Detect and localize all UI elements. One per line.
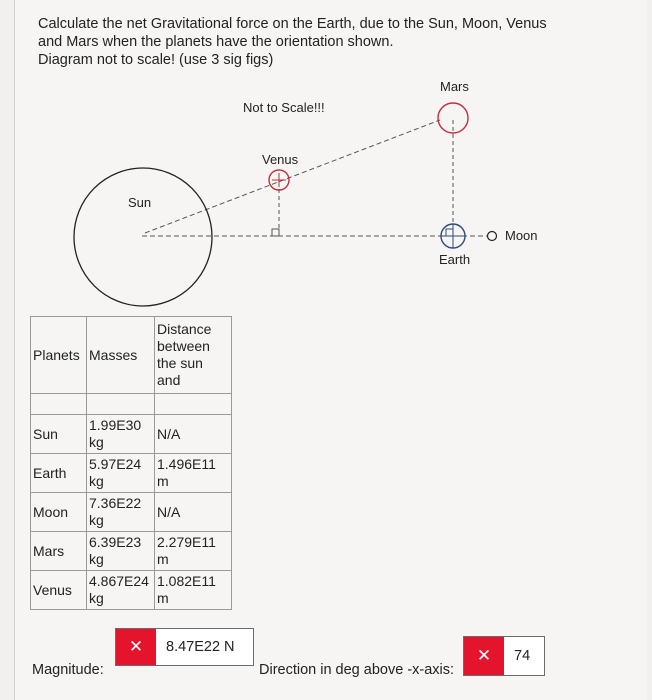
moon-label: Moon — [505, 228, 538, 243]
cell-mass: 5.97E24 kg — [87, 454, 155, 493]
question-line-3: Diagram not to scale! (use 3 sig figs) — [38, 52, 274, 68]
cell-mass: 1.99E30 kg — [87, 415, 155, 454]
cell-distance: N/A — [155, 415, 232, 454]
cell-planet: Moon — [31, 493, 87, 532]
cell-mass: 6.39E23 kg — [87, 532, 155, 571]
header-planets: Planets — [31, 317, 87, 394]
sun-circle — [74, 168, 212, 306]
table-row — [31, 454, 232, 493]
cell-distance: 1.082E11 m — [155, 571, 232, 610]
cell-mass: 7.36E22 kg — [87, 493, 155, 532]
incorrect-x-icon: ✕ — [116, 629, 156, 665]
sun-label: Sun — [128, 195, 152, 210]
table-row — [31, 415, 232, 454]
cell-distance: 1.496E11 m — [155, 454, 232, 493]
direction-answer-box[interactable] — [463, 636, 545, 676]
moon-circle — [488, 232, 497, 241]
cell-distance: N/A — [155, 493, 232, 532]
table-row — [31, 493, 232, 532]
incorrect-x-icon: ✕ — [464, 637, 504, 675]
magnitude-input[interactable]: 8.47E22 N — [166, 639, 235, 655]
earth-label: Earth — [439, 252, 471, 267]
magnitude-label: Magnitude: — [32, 662, 104, 678]
venus-label: Venus — [262, 152, 299, 167]
question-line-2: and Mars when the planets have the orientation shown. — [38, 34, 394, 50]
sun-mars-line — [145, 120, 440, 233]
header-masses: Masses — [87, 317, 155, 394]
cell-planet: Sun — [31, 415, 87, 454]
direction-input[interactable]: 74 — [514, 648, 531, 664]
cell-planet: Mars — [31, 532, 87, 571]
planet-data-table — [30, 316, 232, 610]
cell-distance: 2.279E11 m — [155, 532, 232, 571]
header-distance: Distance between the sun and — [155, 317, 232, 394]
cell-mass: 4.867E24 kg — [87, 571, 155, 610]
mars-label: Mars — [440, 79, 469, 94]
table-row — [31, 532, 232, 571]
cell-planet: Venus — [31, 571, 87, 610]
question-line-1: Calculate the net Gravitational force on the Earth, due to the Sun, Moon, Venus — [38, 16, 547, 32]
not-to-scale-label: Not to Scale!!! — [243, 100, 325, 115]
direction-label: Direction in deg above -x-axis: — [259, 662, 455, 678]
venus-right-angle — [272, 229, 279, 236]
table-row — [31, 571, 232, 610]
table-header-row — [31, 317, 232, 394]
table-spacer-row — [31, 394, 232, 415]
magnitude-answer-box[interactable] — [115, 628, 254, 666]
cell-planet: Earth — [31, 454, 87, 493]
